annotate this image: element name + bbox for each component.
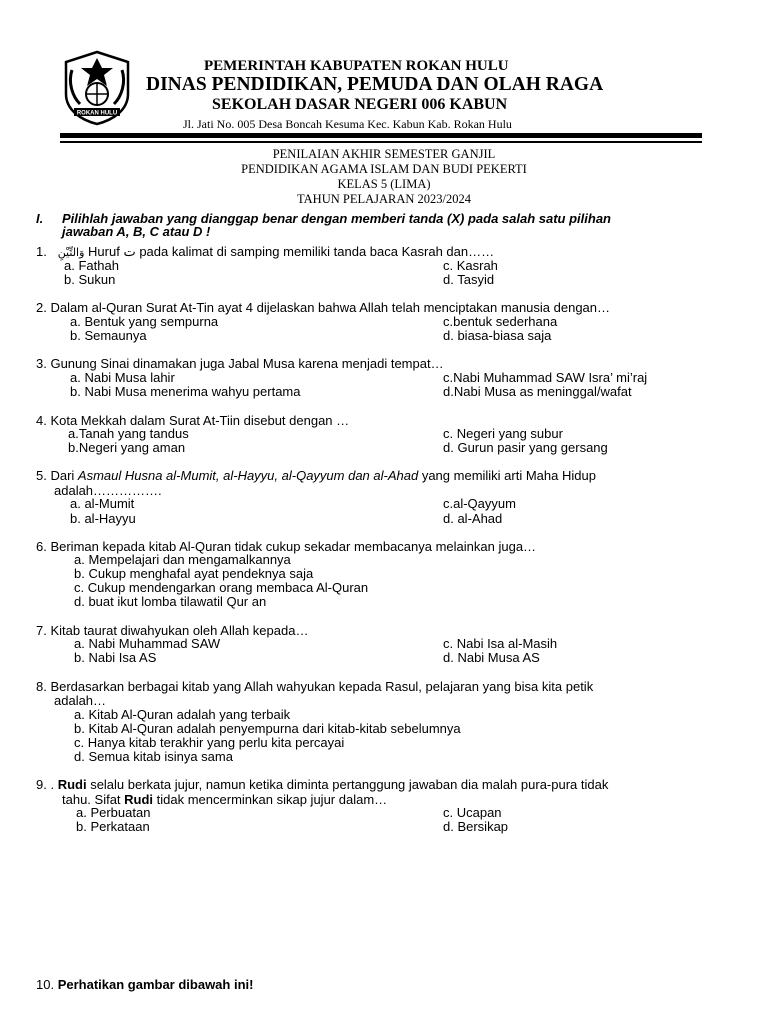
question-number: 1. [36,244,47,259]
question-text-italic: Asmaul Husna al-Mumit, al-Hayyu, al-Qayyum dan al-Ahad [77,468,419,483]
question-2: 2. Dalam al-Quran Surat At-Tin ayat 4 dijelaskan bahwa Allah telah menciptakan manusia dengan… [36,300,611,315]
q9-option-b: b. Perkataan [76,819,150,834]
q4-option-c: c. Negeri yang subur [443,426,563,441]
question-text-end: tidak mencerminkan sikap jujur dalam… [153,792,388,807]
q4-option-a: a.Tanah yang tandus [68,426,189,441]
student-name: Rudi [124,792,154,807]
question-10 [36,977,253,992]
logo-text: ROKAN HULU [76,110,118,117]
question-text-end: yang memiliki arti Maha Hidup [418,468,596,483]
q9-option-d: d. Bersikap [443,819,509,834]
q5-option-d: d. al-Ahad [443,511,503,526]
agency-name: DINAS PENDIDIKAN, PEMUDA DAN OLAH RAGA [146,74,604,95]
q6-option-c: c. Cukup mendengarkan orang membaca Al-Quran [74,580,369,595]
q4-option-d: d. Gurun pasir yang gersang [443,440,608,455]
exam-title: PENILAIAN AKHIR SEMESTER GANJIL [272,147,496,161]
school-name: SEKOLAH DASAR NEGERI 006 KABUN [212,96,508,113]
q8-option-d: d. Semua kitab isinya sama [74,749,233,764]
q6-option-a: a. Mempelajari dan mengamalkannya [74,552,291,567]
exam-class: KELAS 5 (LIMA) [337,177,431,191]
q5-option-c: c.al-Qayyum [443,496,516,511]
gov-name: PEMERINTAH KABUPATEN ROKAN HULU [204,58,509,74]
q1-option-a: a. Fathah [64,258,119,273]
question-7: 7. Kitab taurat diwahyukan oleh Allah kepada… [36,623,309,638]
q2-option-a: a. Bentuk yang sempurna [70,314,219,329]
question-5 [36,468,596,483]
q4-option-b: b.Negeri yang aman [68,440,186,455]
q8-option-c: c. Hanya kitab terakhir yang perlu kita percayai [74,735,345,750]
question-6: 6. Beriman kepada kitab Al-Quran tidak cukup sekadar membacanya melainkan juga… [36,539,537,554]
arabic-word: وَالتِّيْنِ [57,246,85,259]
question-text-start: 5. Dari [36,468,78,483]
q1-option-d: d. Tasyid [443,272,495,287]
question-text: Perhatikan gambar dibawah ini! [57,977,254,992]
q9-option-c: c. Ucapan [443,805,502,820]
q5-option-b: b. al-Hayyu [70,511,136,526]
question-text-end: selalu berkata jujur, namun ketika diminta pertanggung jawaban dia malah pura-pura tidak [86,777,609,792]
question-4: 4. Kota Mekkah dalam Surat At-Tiin disebut dengan … [36,413,350,428]
q8-option-a: a. Kitab Al-Quran adalah yang terbaik [74,707,291,722]
q3-option-d: d.Nabi Musa as meninggal/wafat [443,384,632,399]
question-9 [36,777,608,792]
q1-option-b: b. Sukun [64,272,116,287]
question-8: 8. Berdasarkan berbagai kitab yang Allah wahyukan kepada Rasul, pelajaran yang bisa kita petik [36,679,594,694]
question-text-start: tahu. Sifat [62,792,125,807]
q6-option-b: b. Cukup menghafal ayat pendeknya saja [74,566,314,581]
q7-option-d: d. Nabi Musa AS [443,650,540,665]
q8-option-b: b. Kitab Al-Quran adalah penyempurna dari kitab-kitab sebelumnya [74,721,461,736]
q2-option-d: d. biasa-biasa saja [443,328,552,343]
q3-option-c: c.Nabi Muhammad SAW Isra’ mi’raj [443,370,648,385]
exam-year: TAHUN PELAJARAN 2023/2024 [297,192,471,206]
q5-option-a: a. al-Mumit [70,496,135,511]
instruction-number: I. [36,211,44,226]
question-5-line2: adalah……………. [54,483,162,498]
q3-option-a: a. Nabi Musa lahir [70,370,175,385]
question-number: 10. [36,977,58,992]
question-text-start: 9. . [36,777,58,792]
instruction-line1: Pilihlah jawaban yang dianggap benar dengan memberi tanda (X) pada salah satu pilihan [62,211,612,226]
exam-subject: PENDIDIKAN AGAMA ISLAM DAN BUDI PEKERTI [241,162,527,176]
q9-option-a: a. Perbuatan [76,805,151,820]
question-3: 3. Gunung Sinai dinamakan juga Jabal Musa karena menjadi tempat… [36,356,444,371]
q7-option-b: b. Nabi Isa AS [74,650,157,665]
header-rule-thin [60,141,702,143]
q1-option-c: c. Kasrah [443,258,498,273]
district-logo [58,48,136,126]
q2-option-b: b. Semaunya [70,328,147,343]
q7-option-c: c. Nabi Isa al-Masih [443,636,558,651]
q7-option-a: a. Nabi Muhammad SAW [74,636,221,651]
student-name: Rudi [57,777,87,792]
question-text: Huruf ت pada kalimat di samping memiliki tanda baca Kasrah dan…… [88,244,495,259]
school-address: Jl. Jati No. 005 Desa Boncah Kesuma Kec. Kabun Kab. Rokan Hulu [183,117,512,131]
instruction-line2: jawaban A, B, C atau D ! [62,224,211,239]
q6-option-d: d. buat ikut lomba tilawatil Qur an [74,594,267,609]
question-8-line2: adalah… [54,693,107,708]
q3-option-b: b. Nabi Musa menerima wahyu pertama [70,384,301,399]
q2-option-c: c.bentuk sederhana [443,314,558,329]
header-rule-thick [60,133,702,138]
